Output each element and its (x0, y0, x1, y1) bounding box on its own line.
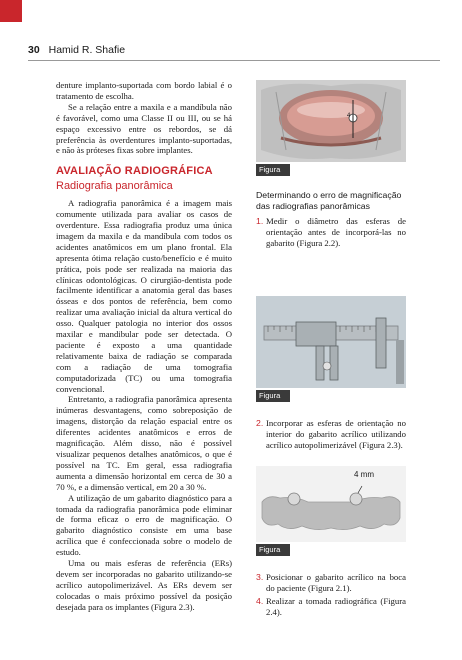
step-3 (256, 572, 406, 594)
figure-2-1-photo (256, 80, 406, 162)
step-2 (256, 418, 406, 451)
step-3-number: 3. (256, 572, 264, 582)
step-1-text: Medir o diâmetro das esferas de orientação antes de incorporá-las no gabarito (Figura 2.2). (266, 216, 406, 248)
section-title: AVALIAÇÃO RADIOGRÁFICA (56, 165, 213, 178)
figure-2-3-label: Figura 2.3 (256, 544, 290, 556)
caliper-image (256, 296, 406, 388)
paragraph-3: A utilização de um gabarito diagnóstico para a tomada da radiografia panorâmica pode eliminar de forma eficaz o erro de magnificação. O gabarito diagnóstico consiste em uma base acrílica que é confeccionada sobre o modelo de estudo. (56, 492, 232, 558)
step-4 (256, 596, 406, 618)
page-number: 30 (28, 44, 40, 56)
step-3-text: Posicionar o gabarito acrílico na boca do paciente (Figura 2.1). (266, 572, 406, 593)
figure-2-2-label: Figura 2.2 (256, 390, 290, 402)
paragraph-4: Uma ou mais esferas de referência (ERs) devem ser incorporadas no gabarito utilizando-se acrílico autopolimerizável. As ERs devem ser colocadas o mais próximo possível da posição desejada para os implantes (Figura 2.3). (56, 558, 232, 612)
author-name: Hamid R. Shafie (48, 44, 126, 56)
step-4-number: 4. (256, 595, 264, 606)
figure-2-3-annotation: 4 mm (354, 470, 374, 479)
intro-line-1: denture implanto-suportada com bordo labial é o tratamento de escolha. (56, 80, 232, 101)
paragraph-2: Entretanto, a radiografia panorâmica apresenta inúmeras desvantagens, como sobreposição de imagens, distorção da relação espacial entre os diferentes acidentes anatômicos e erros de magnificação. Além disso, não é possível visualizar pequenos detalhes anatômicos, o que é possível na TC. Em geral, essa radiografia aumenta a dimensão horizontal em cerca de 30 a 70 %, e a dimensão vertical, em 20 a 30 %. (56, 394, 232, 492)
figure-2-3-drawing (256, 466, 406, 542)
right-column-bottom (256, 572, 406, 620)
template-drawing (256, 466, 406, 542)
step-2-text: Incorporar as esferas de orientação no interior do gabarito acrílico utilizando acrílico autopolimerizável (Figura 2.3). (266, 418, 406, 450)
header-rule (28, 60, 440, 61)
figure-2-1-annotation: 4 (347, 113, 351, 119)
left-column (56, 80, 232, 613)
magnification-heading: Determinando o erro de magnificação das radiografias panorâmicas (256, 190, 402, 211)
chapter-tab (0, 0, 22, 22)
running-header (28, 44, 440, 60)
subsection-title: Radiografia panorâmica (56, 180, 173, 193)
step-1-number: 1. (256, 216, 264, 226)
step-4-text: Realizar a tomada radiográfica (Figura 2.4). (266, 595, 406, 617)
paragraph-1: A radiografia panorâmica é a imagem mais comumente utilizada para avaliar os casos de overdenture. Essa radiografia produz uma única imagem da maxila e da mandíbula com todos os acidentes anatômicos em um plano frontal. Ela apresenta ótima relação custo/benefício e é muito prática, pois pode ser realizada na maioria das clínicas odontológicas. O cirurgião-dentista pode facilmente identificar a anatomia geral das bases ósseas e dos pontos de referência, bem como realizar uma avaliação inicial da altura vertical do osso. Qualquer patologia no interior dos ossos maxilar e mandibular pode ser detectada. O paciente é exposto a uma quantidade relativamente baixa de radiação se comparada com a radiação de uma tomografia computadorizada (TC) ou uma tomografia convencional. (56, 198, 232, 394)
right-column-top (256, 190, 406, 251)
right-column-middle (256, 418, 406, 453)
mouth-xray-image (256, 80, 406, 162)
step-2-number: 2. (256, 418, 264, 428)
intro-line-2: Se a relação entre a maxila e a mandíbula não é favorável, como uma Classe II ou III, ou se há espaço excessivo entre os rebordos, se dá preferência às overdentures implanto-suportadas, e não às próteses fixas sobre implantes. (56, 101, 232, 156)
figure-2-2-photo (256, 296, 406, 388)
figure-2-1-label: Figura 2.1 (256, 164, 290, 176)
step-1 (256, 216, 406, 249)
